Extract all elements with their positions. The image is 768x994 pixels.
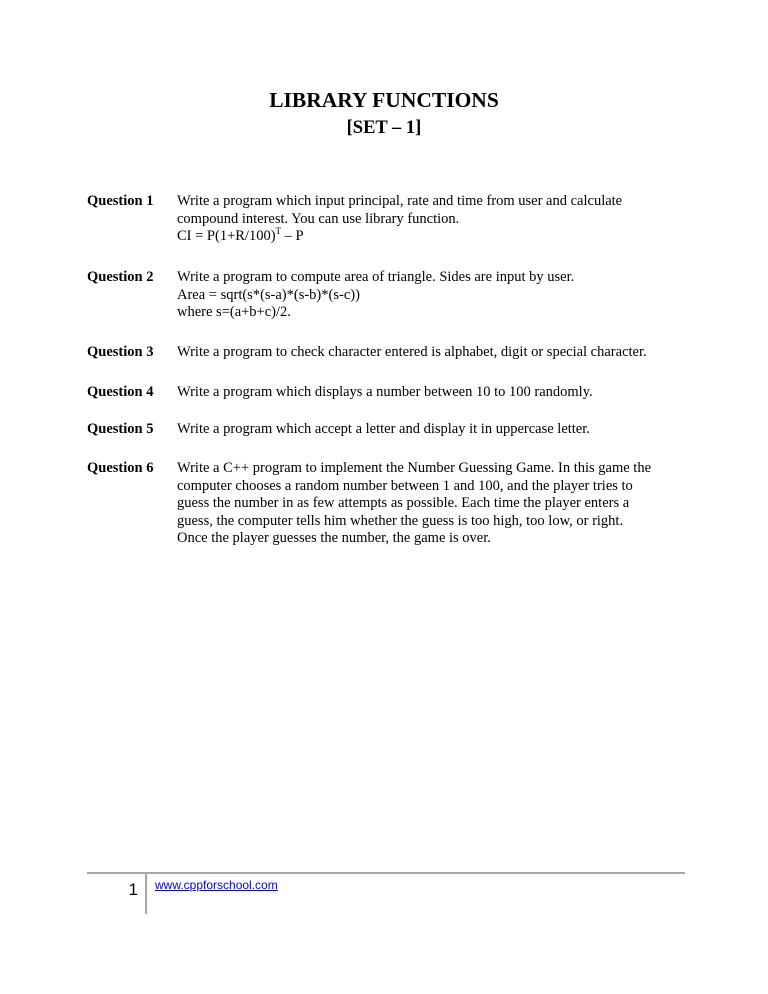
question-text [177, 421, 677, 439]
question-line: Write a C++ program to implement the Number Guessing Game. In this game the [177, 460, 652, 476]
question-label: Question 1 [87, 193, 154, 209]
question-line: Area = sqrt(s*(s-a)*(s-b)*(s-c)) [177, 286, 360, 303]
question-line: guess, the computer tells him whether the guess is too high, too low, or right. [177, 512, 624, 529]
question-label: Question 4 [87, 384, 154, 400]
question-line: compound interest. You can use library function. [177, 210, 460, 227]
page-subtitle: [SET – 1] [346, 118, 422, 138]
question-text [177, 269, 677, 322]
formula-superscript: T [275, 226, 282, 236]
formula-prefix: CI = P(1+R/100) [177, 228, 276, 244]
question-line: where s=(a+b+c)/2. [177, 304, 291, 320]
question-text [177, 384, 677, 402]
page-number: 1 [128, 880, 138, 899]
footer-divider [145, 874, 147, 914]
formula-suffix: – P [281, 228, 304, 244]
question-label: Question 6 [87, 460, 154, 476]
question-line: Write a program which accept a letter and display it in uppercase letter. [177, 421, 590, 437]
question-line: Write a program which input principal, rate and time from user and calculate [177, 193, 623, 209]
question-label: Question 3 [87, 344, 154, 360]
question-text [177, 193, 677, 246]
page-title: LIBRARY FUNCTIONS [269, 88, 499, 112]
question-text [177, 460, 677, 548]
question-label: Question 5 [87, 421, 154, 437]
question-label: Question 2 [87, 269, 154, 285]
footer-rule [87, 872, 685, 874]
question-line: Write a program which displays a number between 10 to 100 randomly. [177, 384, 593, 400]
question-line: Write a program to compute area of triangle. Sides are input by user. [177, 269, 575, 285]
question-formula [177, 228, 677, 246]
question-text [177, 344, 677, 362]
question-line: Write a program to check character entered is alphabet, digit or special character. [177, 344, 647, 360]
question-line: Once the player guesses the number, the game is over. [177, 530, 491, 546]
question-line: computer chooses a random number between 1 and 100, and the player tries to [177, 477, 633, 494]
website-link[interactable]: www.cppforschool.com [155, 878, 278, 892]
question-line: guess the number in as few attempts as possible. Each time the player enters a [177, 495, 630, 511]
